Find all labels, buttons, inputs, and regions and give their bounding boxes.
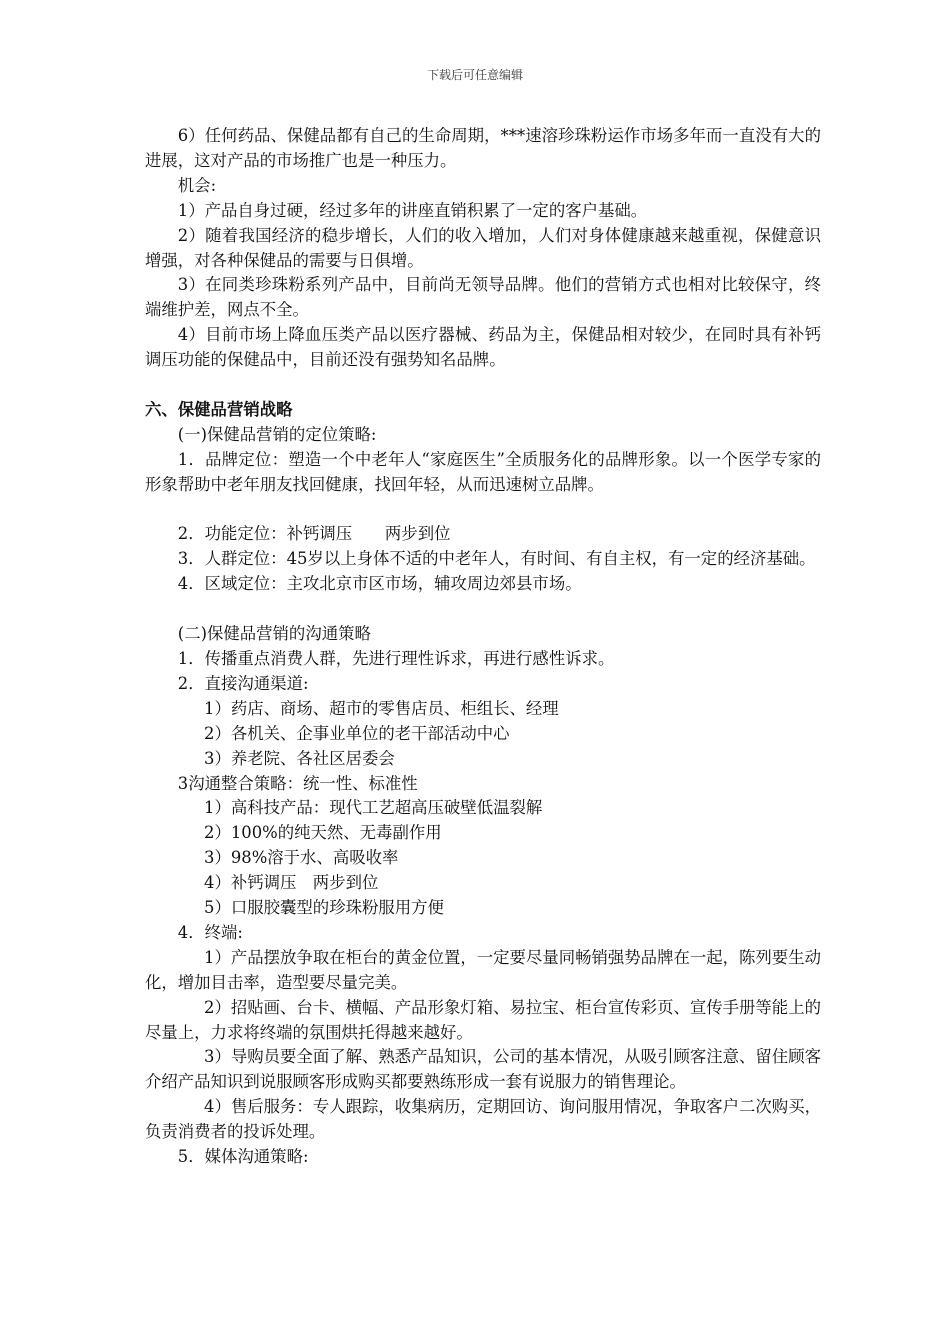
paragraph-terminal-1: 1）产品摆放争取在柜台的黄金位置，一定要尽量同畅销强势品牌在一起，陈列要生动化，增加目击率，造型要尽量完美。 <box>145 947 821 992</box>
paragraph-threat-6: 6）任何药品、保健品都有自己的生命周期，***速溶珍珠粉运作市场多年而一直没有大的进展，这对产品的市场推广也是一种压力。 <box>145 126 821 170</box>
list-item: 5）口服胶囊型的珍珠粉服用方便 <box>204 898 444 918</box>
paragraph-communication-2: 2．直接沟通渠道: <box>177 673 309 693</box>
paragraph-terminal-4: 4）售后服务：专人跟踪，收集病历，定期回访、询问服用情况，争取客户二次购买，负责消费者的投诉处理。 <box>145 1097 821 1142</box>
list-item: 4）补钙调压 两步到位 <box>204 873 379 893</box>
list-item: 3）98%溶于水、高吸收率 <box>204 848 399 868</box>
document-body <box>145 124 821 1170</box>
paragraph-opportunity-3: 3）在同类珍珠粉系列产品中，目前尚无领导品牌。他们的营销方式也相对比较保守，终端维护差，网点不全。 <box>145 275 821 320</box>
list-item: 2）各机关、企事业单位的老干部活动中心 <box>204 723 510 743</box>
opportunity-heading: 机会: <box>177 175 217 195</box>
subsection-positioning: (一)保健品营销的定位策略: <box>177 424 377 444</box>
paragraph-terminal-3: 3）导购员要全面了解、熟悉产品知识，公司的基本情况，从吸引顾客注意、留住顾客介绍产品知识到说服顾客形成购买都要熟练形成一套有说服力的销售理论。 <box>145 1047 821 1092</box>
section-heading: 六、保健品营销战略 <box>145 399 293 419</box>
paragraph-opportunity-4: 4）目前市场上降血压类产品以医疗器械、药品为主，保健品相对较少，在同时具有补钙调压功能的保健品中，目前还没有强势知名品牌。 <box>145 325 821 370</box>
paragraph-communication-1: 1．传播重点消费人群，先进行理性诉求，再进行感性诉求。 <box>177 648 615 668</box>
paragraph-function-positioning: 2．功能定位：补钙调压 两步到位 <box>177 524 451 544</box>
list-item: 1）高科技产品：现代工艺超高压破壁低温裂解 <box>204 798 543 818</box>
paragraph-opportunity-2: 2）随着我国经济的稳步增长，人们的收入增加，人们对身体健康越来越重视，保健意识增强，对各种保健品的需要与日俱增。 <box>145 225 821 270</box>
paragraph-opportunity-1: 1）产品自身过硬，经过多年的讲座直销积累了一定的客户基础。 <box>177 200 648 220</box>
subsection-communication: (二)保健品营销的沟通策略 <box>177 624 371 644</box>
paragraph-region-positioning: 4．区域定位：主攻北京市区市场，辅攻周边郊县市场。 <box>177 574 582 594</box>
list-item: 1）药店、商场、超市的零售店员、柜组长、经理 <box>204 698 559 718</box>
paragraph-terminal: 4．终端: <box>177 922 243 942</box>
paragraph-audience-positioning: 3．人群定位：45岁以上身体不适的中老年人，有时间、有自主权，有一定的经济基础。 <box>177 549 816 569</box>
paragraph-media: 5．媒体沟通策略: <box>177 1147 309 1167</box>
page-header: 下载后可任意编辑 <box>426 68 523 82</box>
list-item: 2）100%的纯天然、无毒副作用 <box>204 823 442 843</box>
list-item: 3）养老院、各社区居委会 <box>204 748 395 768</box>
paragraph-communication-3: 3沟通整合策略：统一性、标准性 <box>177 773 418 793</box>
paragraph-terminal-2: 2）招贴画、台卡、横幅、产品形象灯箱、易拉宝、柜台宣传彩页、宣传手册等能上的尽量上，力求将终端的氛围烘托得越来越好。 <box>145 997 821 1042</box>
paragraph-brand-positioning: 1．品牌定位：塑造一个中老年人“家庭医生”全质服务化的品牌形象。以一个医学专家的形象帮助中老年朋友找回健康，找回年轻，从而迅速树立品牌。 <box>145 449 821 494</box>
